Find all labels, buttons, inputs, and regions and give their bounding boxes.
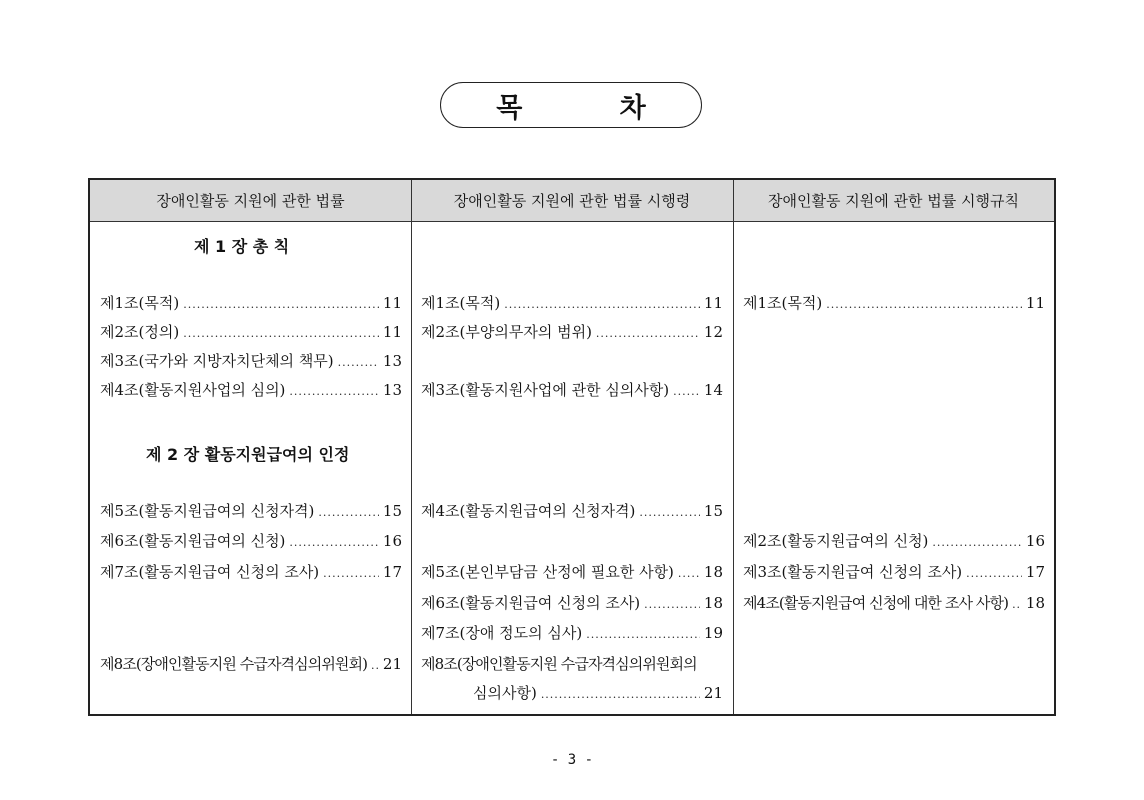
header-law: 장애인활동 지원에 관한 법률 bbox=[156, 192, 345, 210]
entry-page: 18 bbox=[703, 594, 723, 612]
entry-title: 제1조(목적) bbox=[100, 294, 180, 312]
leader-dots bbox=[639, 506, 700, 519]
toc-entry[interactable] bbox=[100, 321, 402, 345]
leader-dots bbox=[338, 356, 379, 369]
toc-entry[interactable] bbox=[743, 561, 1045, 585]
entry-title: 제8조(장애인활동지원 수급자격심의위원회의 bbox=[421, 655, 697, 673]
entry-title: 제1조(목적) bbox=[421, 294, 501, 312]
toc-table bbox=[88, 178, 1056, 716]
toc-entry[interactable] bbox=[100, 653, 402, 677]
leader-dots bbox=[371, 659, 379, 672]
toc-entry[interactable] bbox=[743, 292, 1045, 316]
leader-dots bbox=[932, 536, 1021, 549]
leader-dots bbox=[826, 298, 1022, 311]
entry-page: 13 bbox=[382, 352, 402, 370]
leader-dots bbox=[289, 385, 378, 398]
entry-page: 13 bbox=[382, 381, 402, 399]
entry-page: 18 bbox=[1025, 594, 1045, 612]
leader-dots bbox=[678, 567, 700, 580]
toc-entry-continuation[interactable] bbox=[473, 682, 723, 706]
entry-page: 14 bbox=[703, 381, 723, 399]
toc-header-row bbox=[90, 180, 1054, 222]
entry-title: 제2조(부양의무자의 범위) bbox=[421, 323, 592, 341]
leader-dots bbox=[966, 567, 1022, 580]
leader-dots bbox=[596, 327, 700, 340]
toc-entry[interactable] bbox=[421, 561, 723, 585]
entry-title: 제7조(활동지원급여 신청의 조사) bbox=[100, 563, 320, 581]
toc-entry[interactable] bbox=[421, 592, 723, 616]
entry-title: 제3조(활동지원사업에 관한 심의사항) bbox=[421, 381, 670, 399]
leader-dots bbox=[183, 327, 379, 340]
title-box bbox=[440, 82, 702, 128]
leader-dots bbox=[541, 688, 700, 701]
entry-title: 제4조(활동지원급여의 신청자격) bbox=[421, 502, 636, 520]
toc-entry[interactable] bbox=[421, 622, 723, 646]
leader-dots bbox=[586, 628, 700, 641]
column-divider bbox=[733, 180, 734, 714]
entry-title: 제4조(활동지원급여 신청에 대한 조사 사항) bbox=[743, 594, 1009, 612]
leader-dots bbox=[644, 598, 700, 611]
entry-title: 제7조(장애 정도의 심사) bbox=[421, 624, 583, 642]
toc-entry[interactable] bbox=[100, 292, 402, 316]
column-divider bbox=[411, 180, 412, 714]
page-title: 목 차 bbox=[496, 92, 690, 124]
toc-entry[interactable] bbox=[100, 500, 402, 524]
toc-entry[interactable] bbox=[743, 592, 1045, 616]
toc-entry[interactable] bbox=[421, 292, 723, 316]
toc-entry[interactable] bbox=[421, 379, 723, 403]
entry-title: 제3조(국가와 지방자치단체의 책무) bbox=[100, 352, 334, 370]
entry-page: 17 bbox=[1025, 563, 1045, 581]
entry-page: 19 bbox=[703, 624, 723, 642]
entry-title: 제1조(목적) bbox=[743, 294, 823, 312]
page-number: - 3 - bbox=[550, 752, 594, 768]
entry-title: 제8조(장애인활동지원 수급자격심의위원회) bbox=[100, 655, 368, 673]
entry-page: 15 bbox=[382, 502, 402, 520]
toc-entry-first-line[interactable] bbox=[421, 653, 723, 677]
entry-page: 11 bbox=[382, 294, 402, 312]
toc-entry[interactable] bbox=[743, 530, 1045, 554]
entry-page: 16 bbox=[382, 532, 402, 550]
toc-entry[interactable] bbox=[100, 350, 402, 374]
entry-title: 제5조(활동지원급여의 신청자격) bbox=[100, 502, 315, 520]
chapter-1-heading: 제 1 장 총 칙 bbox=[194, 237, 290, 256]
entry-title: 제2조(활동지원급여의 신청) bbox=[743, 532, 929, 550]
entry-title: 제6조(활동지원급여 신청의 조사) bbox=[421, 594, 641, 612]
entry-page: 12 bbox=[703, 323, 723, 341]
entry-title: 제5조(본인부담금 산정에 필요한 사항) bbox=[421, 563, 674, 581]
toc-entry[interactable] bbox=[421, 500, 723, 524]
entry-title: 제2조(정의) bbox=[100, 323, 180, 341]
chapter-2-heading: 제 2 장 활동지원급여의 인정 bbox=[146, 445, 350, 464]
header-rule: 장애인활동 지원에 관한 법률 시행규칙 bbox=[768, 192, 1019, 210]
entry-page: 11 bbox=[382, 323, 402, 341]
entry-page: 11 bbox=[1025, 294, 1045, 312]
leader-dots bbox=[289, 536, 378, 549]
entry-page: 17 bbox=[382, 563, 402, 581]
leader-dots bbox=[183, 298, 379, 311]
entry-page: 18 bbox=[703, 563, 723, 581]
leader-dots bbox=[323, 567, 379, 580]
entry-page: 15 bbox=[703, 502, 723, 520]
toc-entry[interactable] bbox=[100, 530, 402, 554]
toc-entry[interactable] bbox=[100, 561, 402, 585]
entry-title-continued: 심의사항) bbox=[473, 684, 537, 702]
entry-title: 제4조(활동지원사업의 심의) bbox=[100, 381, 286, 399]
leader-dots bbox=[318, 506, 379, 519]
header-decree: 장애인활동 지원에 관한 법률 시행령 bbox=[453, 192, 691, 210]
entry-page: 21 bbox=[382, 655, 402, 673]
entry-page: 11 bbox=[703, 294, 723, 312]
entry-page: 16 bbox=[1025, 532, 1045, 550]
leader-dots bbox=[673, 385, 700, 398]
entry-title: 제3조(활동지원급여 신청의 조사) bbox=[743, 563, 963, 581]
leader-dots bbox=[1012, 598, 1022, 611]
toc-entry[interactable] bbox=[100, 379, 402, 403]
entry-page: 21 bbox=[703, 684, 723, 702]
toc-entry[interactable] bbox=[421, 321, 723, 345]
leader-dots bbox=[504, 298, 700, 311]
entry-title: 제6조(활동지원급여의 신청) bbox=[100, 532, 286, 550]
